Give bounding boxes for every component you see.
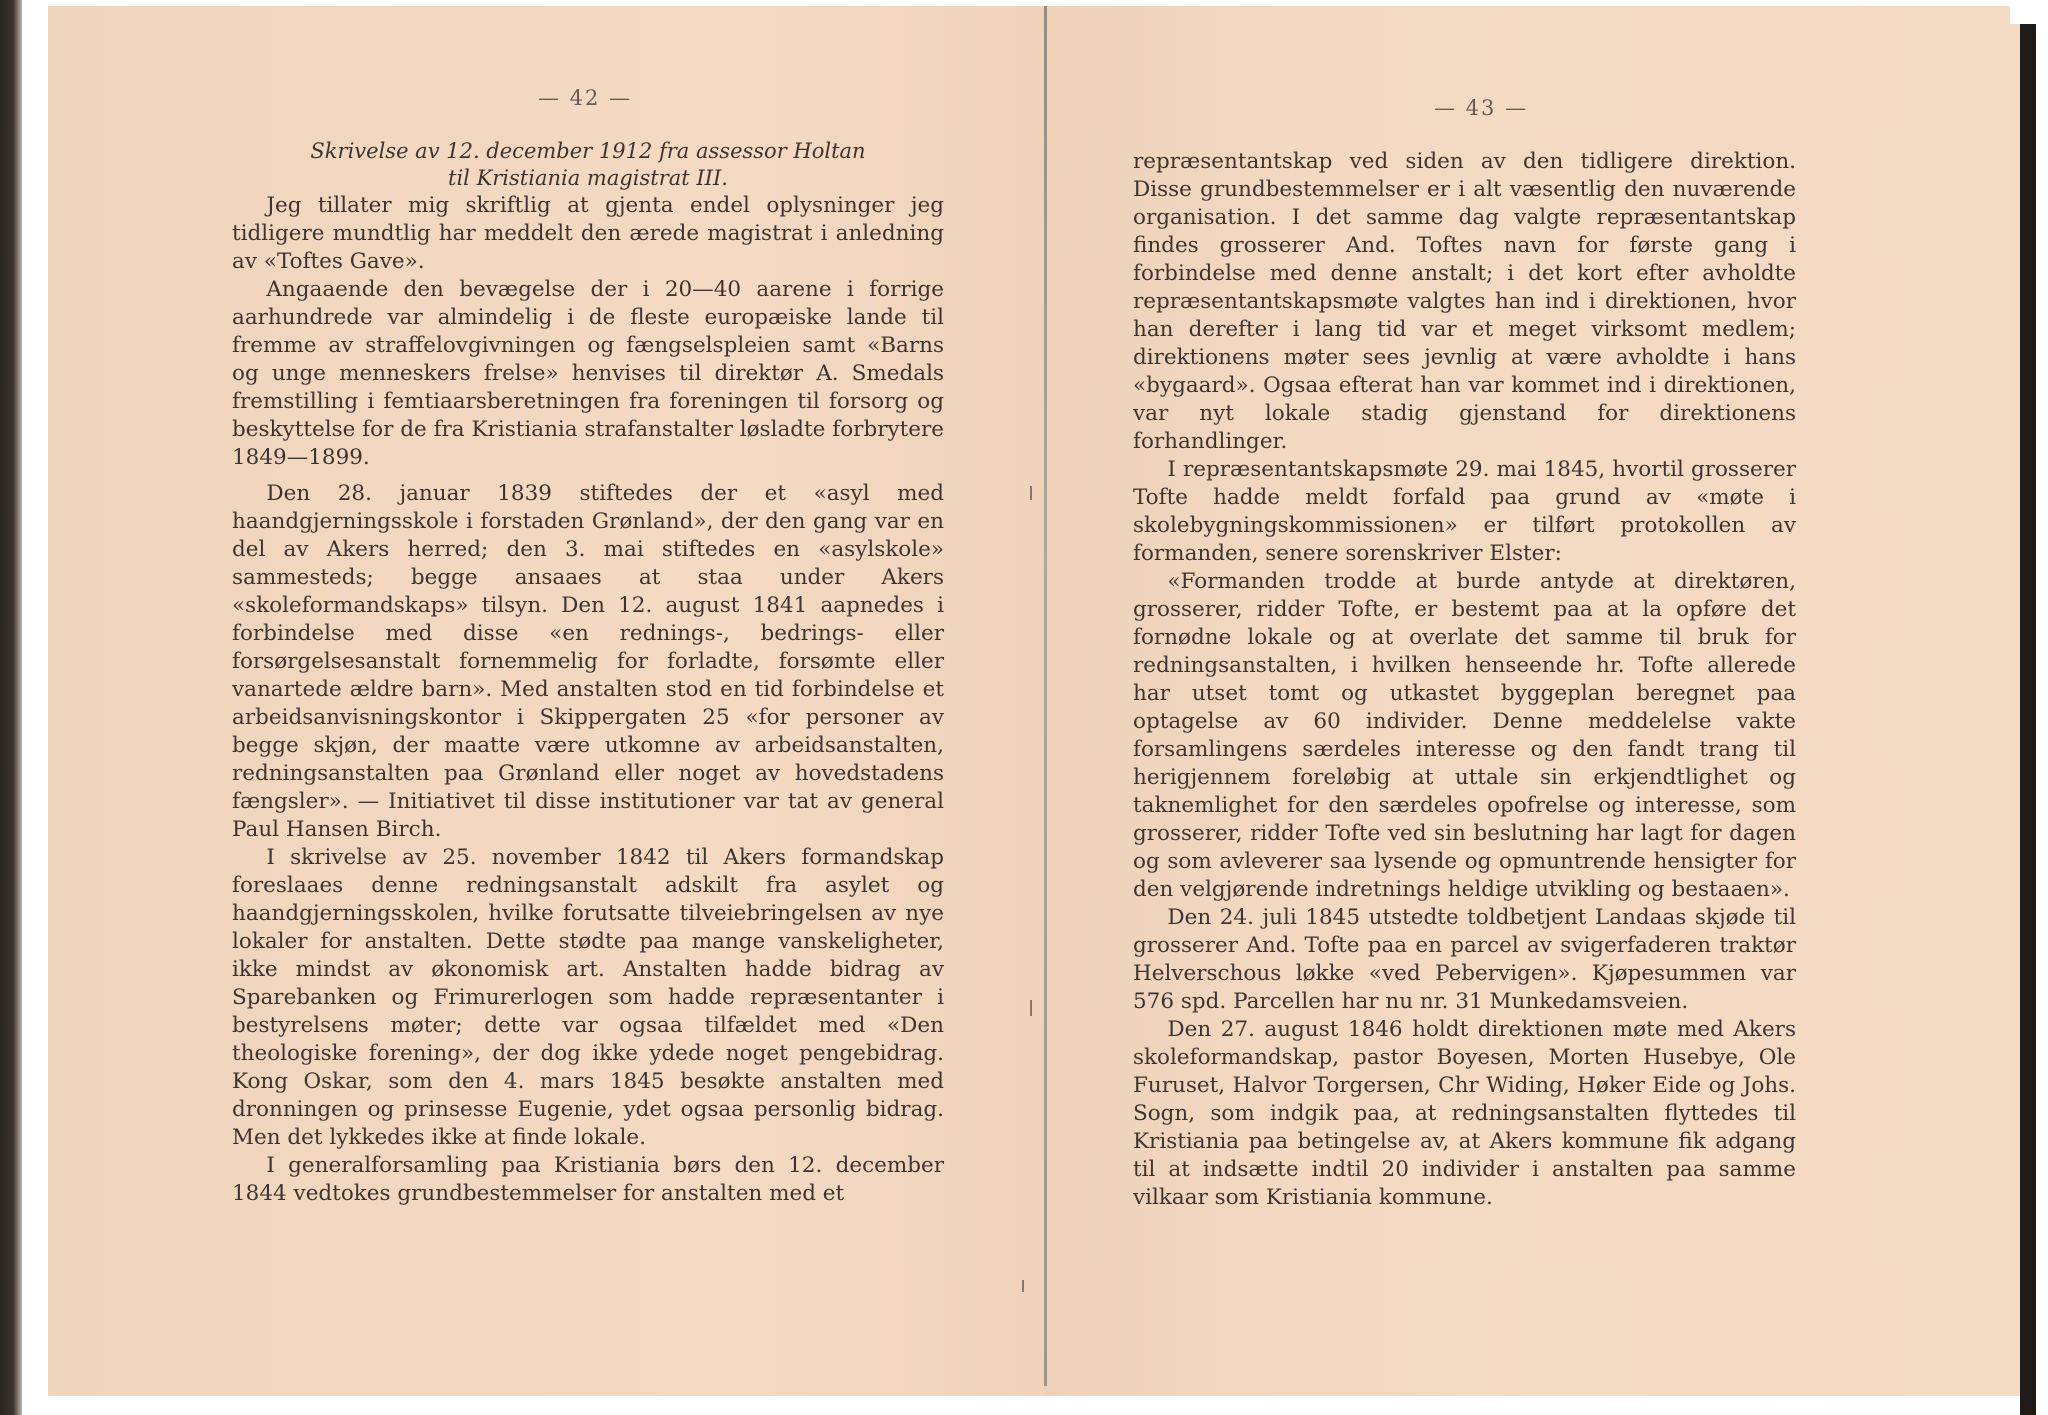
scan-corner — [2010, 0, 2048, 24]
paragraph: Den 27. august 1846 holdt direktionen møte med Akers skoleformandskap, pastor Boyesen, Morten Husebye, Ole Furuset, Halvor Torgersen, Chr Widing, Høker Eide og Johs. Sogn, som indgik paa, at redningsanstalten flyttedes til Kristiania paa betingelse av, at Akers kommune fik adgang til at indsætte indtil 20 individer i anstalten paa samme vilkaar som Kristiania kommune. — [1133, 1017, 1796, 1210]
paragraph: Den 28. januar 1839 stiftedes der et «asyl med haandgjerningsskole i forstaden Grønland», der den gang var en del av Akers herred; den 3. mai stiftedes en «asylskole» sammesteds; begge ansaaes at staa under Akers «skoleformandskaps» tilsyn. Den 12. august 1841 aapnedes i forbindelse med disse «en rednings-, bedrings- eller forsørgelsesanstalt fornemmelig for forladte, forsømte eller vanartede ældre barn». Med anstalten stod en tid forbindelse et arbeidsanvisningskontor i Skippergaten 25 «for personer av begge skjøn, der maatte være utkomne av arbeidsanstalten, redningsanstalten paa Grønland eller noget av hovedstadens fængsler». — Initiativet til disse institutioner var tat av general Paul Hansen Birch. — [232, 481, 944, 842]
letter-heading — [232, 138, 944, 192]
scan-right-edge — [2020, 24, 2036, 1415]
right-page-text — [1133, 148, 1796, 1212]
gutter-mark — [1022, 1280, 1024, 1292]
page-number-right: — 43 — — [1434, 96, 1529, 120]
paragraph: «Formanden trodde at burde antyde at direktøren, grosserer, ridder Tofte, er bestemt paa at la opføre det fornødne lokale og at overlate det samme til bruk for redningsanstalten, i hvilken henseende hr. Tofte allerede har utset tomt og utkastet byggeplan beregnet paa optagelse av 60 individer. Denne meddelelse vakte forsamlingens særdeles interesse og den fandt trang til herigjennem foreløbig at uttale sin erkjendtlighet og taknemlighet for den særdeles opofrelse og interesse, som grosserer, ridder Tofte ved sin beslutning har lagt for dagen og som avleverer saa lysende og opmuntrende hensigter for den velgjørende indretnings heldige utvikling og bestaaen». — [1133, 569, 1796, 902]
scan-left-edge — [0, 0, 22, 1415]
heading-line: Skrivelse av 12. december 1912 fra assessor Holtan — [310, 139, 866, 163]
paragraph: I skrivelse av 25. november 1842 til Akers formandskap foreslaaes denne redningsanstalt adskilt fra asylet og haandgjerningsskolen, hvilke forutsatte tilveiebringelsen av nye lokaler for anstalten. Dette stødte paa mange vanskeligheter, ikke mindst av økonomisk art. Anstalten hadde bidrag av Sparebanken og Frimurerlogen som hadde repræsentanter i bestyrelsens møter; dette var ogsaa tilfældet med «Den theologiske forening», der dog ikke ydede noget pengebidrag. Kong Oskar, som den 4. mars 1845 besøkte anstalten med dronningen og prinsesse Eugenie, ydet ogsaa personlig bidrag. Men det lykkedes ikke at finde lokale. — [232, 845, 944, 1150]
gutter-mark — [1030, 1000, 1032, 1016]
paragraph: repræsentantskap ved siden av den tidligere direktion. Disse grundbestemmelser er i alt væsentlig den nuværende organisation. I det samme dag valgte repræsentantskap findes grosserer And. Toftes navn for første gang i forbindelse med denne anstalt; i det kort efter avholdte repræsentantskapsmøte valgtes han ind i direktionen, hvor han derefter i lang tid var et meget virksomt medlem; direktionens møter sees jevnlig at være avholdte i hans «bygaard». Ogsaa efterat han var kommet ind i direktionen, var nyt lokale stadig gjenstand for direktionens forhandlinger. — [1133, 149, 1796, 454]
book-gutter — [1044, 6, 1047, 1386]
paragraph: I generalforsamling paa Kristiania børs den 12. december 1844 vedtokes grundbestemmelser for anstalten med et — [232, 1153, 944, 1206]
page-number-left: — 42 — — [538, 86, 633, 110]
heading-line: til Kristiania magistrat III. — [448, 166, 728, 190]
paragraph: Jeg tillater mig skriftlig at gjenta endel oplysninger jeg tidligere mundtlig har meddelt den ærede magistrat i anledning av «Toftes Gave». — [232, 193, 944, 274]
left-page-text — [232, 138, 944, 1208]
paragraph: Den 24. juli 1845 utstedte toldbetjent Landaas skjøde til grosserer And. Tofte paa en parcel av svigerfaderen traktør Helverschous løkke «ved Pebervigen». Kjøpesummen var 576 spd. Parcellen har nu nr. 31 Munkedamsveien. — [1133, 905, 1796, 1014]
paragraph: Angaaende den bevægelse der i 20—40 aarene i forrige aarhundrede var almindelig i de fleste europæiske lande til fremme av straffelovgivningen og fængselspleien samt «Barns og unge menneskers frelse» henvises til direktør A. Smedals fremstilling i femtiaarsberetningen fra foreningen til forsorg og beskyttelse for de fra Kristiania strafanstalter løsladte forbrytere 1849—1899. — [232, 277, 944, 470]
paragraph: I repræsentantskapsmøte 29. mai 1845, hvortil grosserer Tofte hadde meldt forfald paa grund av «møte i skolebygningskommissionen» er tilført protokollen av formanden, senere sorenskriver Elster: — [1133, 457, 1796, 566]
gutter-mark — [1030, 486, 1032, 500]
